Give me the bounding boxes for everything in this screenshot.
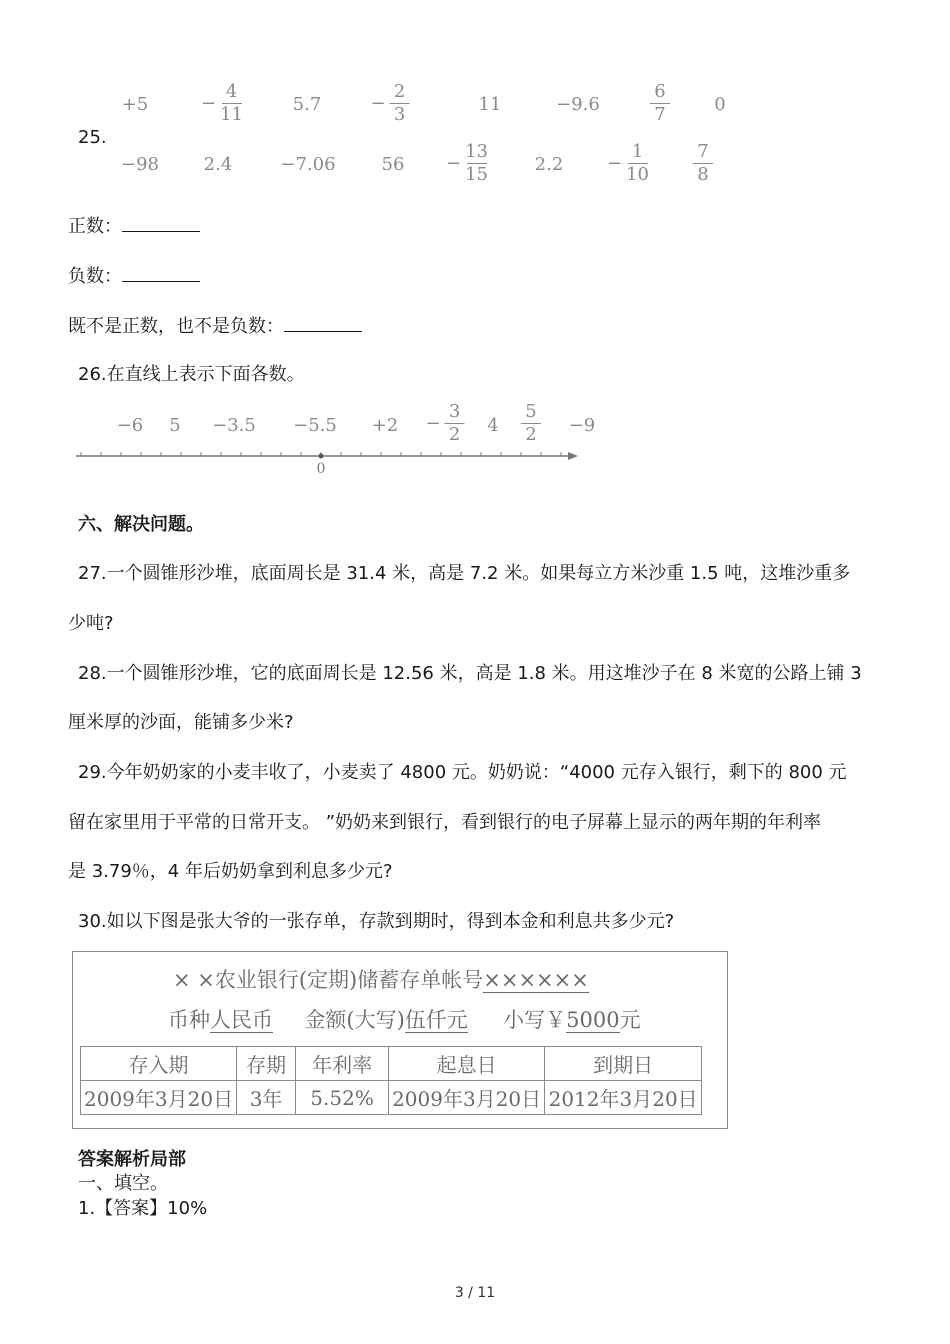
fraction-denominator: 8 xyxy=(697,164,709,185)
question-28-line1: 28.一个圆锥形沙堆，它的底面周长是 12.56 米，高是 1.8 米。用这堆沙子在 8 米宽的公路上铺 3 xyxy=(78,663,862,684)
question-29-line1: 29.今年奶奶家的小麦丰收了，小麦卖了 4800 元。奶奶说：“4000 元存入银行，剩下的 800 元 xyxy=(78,762,847,783)
q26-fraction xyxy=(521,402,541,445)
fraction-numerator: 4 xyxy=(225,81,238,102)
amount-lower-label: 小写￥ xyxy=(503,1008,567,1032)
deposit-amount-line xyxy=(168,1004,641,1034)
cell-rate: 5.52% xyxy=(296,1081,389,1115)
deposit-slip xyxy=(72,951,728,1129)
origin-dot xyxy=(319,454,324,459)
fraction-denominator: 2 xyxy=(525,424,537,445)
header-due-date: 到期日 xyxy=(545,1047,702,1081)
fraction-numerator: 5 xyxy=(525,401,537,422)
header-term: 存期 xyxy=(237,1047,296,1081)
q26-number: 4 xyxy=(487,415,499,436)
question-30-line1: 30.如以下图是张大爷的一张存单，存款到期时，得到本金和利息共多少元? xyxy=(78,911,675,932)
fraction-numerator: 7 xyxy=(697,141,709,162)
fraction-denominator: 10 xyxy=(626,164,649,185)
amount-lower-unit: 元 xyxy=(619,1008,641,1032)
neither-answer-line xyxy=(68,313,362,339)
cell-deposit-date: 2009年3月20日 xyxy=(81,1081,237,1115)
q25-numbers-row1 xyxy=(0,92,950,132)
deposit-table-row xyxy=(81,1081,702,1115)
answers-section-1: 一、填空。 xyxy=(78,1173,168,1194)
q25-fraction xyxy=(650,82,670,125)
section-6-title: 六、解决问题。 xyxy=(78,514,204,535)
fraction-numerator: 2 xyxy=(393,81,406,102)
q25-number: +5 xyxy=(121,94,149,115)
q25-number: −9.6 xyxy=(556,94,600,115)
positive-answer-line xyxy=(68,213,200,239)
q26-number: 5 xyxy=(169,415,181,436)
positive-answer-blank[interactable] xyxy=(122,213,200,232)
cell-start-date: 2009年3月20日 xyxy=(389,1081,545,1115)
neither-label: 既不是正数，也不是负数： xyxy=(68,316,284,337)
fraction-denominator: 2 xyxy=(448,424,461,445)
question-29-line3: 是 3.79％，4 年后奶奶拿到利息多少元? xyxy=(68,861,393,882)
header-start-date: 起息日 xyxy=(389,1047,545,1081)
q25-number: 0 xyxy=(714,94,726,115)
answers-title: 答案解析局部 xyxy=(78,1149,186,1170)
q26-numbers xyxy=(0,413,950,443)
q25-number: 2.4 xyxy=(203,154,233,175)
header-rate: 年利率 xyxy=(296,1047,389,1081)
fraction-denominator: 3 xyxy=(393,104,406,125)
deposit-title: × ×农业银行(定期)储蓄存单帐号 xyxy=(173,968,484,992)
amount-upper-label: 金额(大写) xyxy=(304,1008,405,1032)
question-25-number: 25. xyxy=(78,127,107,148)
neither-answer-blank[interactable] xyxy=(284,313,362,332)
fraction-sign: − xyxy=(446,153,462,174)
page-number: 3 / 11 xyxy=(454,1285,496,1301)
q26-number: −5.5 xyxy=(293,415,337,436)
fraction-numerator: 3 xyxy=(448,401,461,422)
fraction-sign: − xyxy=(425,413,441,434)
q26-number: −3.5 xyxy=(212,415,256,436)
q25-fraction xyxy=(201,82,243,125)
q26-fraction xyxy=(425,402,464,445)
deposit-table-header xyxy=(81,1047,702,1081)
fraction-sign: − xyxy=(607,153,623,174)
currency-value: 人民币 xyxy=(210,1008,273,1032)
question-27-line2: 少吨? xyxy=(68,613,114,634)
q25-number: 11 xyxy=(478,94,502,115)
fraction-denominator: 7 xyxy=(654,104,666,125)
positive-label: 正数： xyxy=(68,216,122,237)
deposit-table xyxy=(80,1046,702,1115)
q25-number: 5.7 xyxy=(292,94,322,115)
q26-number: −9 xyxy=(568,415,596,436)
origin-label: 0 xyxy=(316,461,326,476)
cell-due-date: 2012年3月20日 xyxy=(545,1081,702,1115)
q25-fraction xyxy=(607,142,649,185)
q25-number: 56 xyxy=(381,154,405,175)
q26-number: −6 xyxy=(116,415,144,436)
fraction-sign: − xyxy=(370,93,386,114)
q26-number: +2 xyxy=(371,415,399,436)
question-26-text: 26.在直线上表示下面各数。 xyxy=(78,364,305,385)
negative-label: 负数： xyxy=(68,266,122,287)
deposit-account: ×××××× xyxy=(483,968,589,992)
header-deposit-date: 存入期 xyxy=(81,1047,237,1081)
answer-1: 1.【答案】10% xyxy=(78,1198,208,1219)
fraction-denominator: 15 xyxy=(465,164,488,185)
question-28-line2: 厘米厚的沙面，能铺多少米? xyxy=(68,712,294,733)
fraction-numerator: 6 xyxy=(654,81,666,102)
q25-fraction xyxy=(693,142,713,185)
cell-term: 3年 xyxy=(237,1081,296,1115)
negative-answer-blank[interactable] xyxy=(122,263,200,282)
q25-number: −7.06 xyxy=(280,154,336,175)
fraction-denominator: 11 xyxy=(220,104,243,125)
q25-number: −98 xyxy=(121,154,159,175)
fraction-numerator: 13 xyxy=(465,141,488,162)
question-27-line1: 27.一个圆锥形沙堆，底面周长是 31.4 米，高是 7.2 米。如果每立方米沙重 1.5 吨，这堆沙重多 xyxy=(78,563,851,584)
fraction-numerator: 1 xyxy=(631,141,644,162)
q25-number: 2.2 xyxy=(534,154,564,175)
number-line-arrow xyxy=(568,452,578,460)
deposit-title-line xyxy=(173,964,589,994)
amount-upper-value: 伍仟元 xyxy=(404,1008,468,1032)
q25-fraction xyxy=(370,82,409,125)
fraction-sign: − xyxy=(201,93,217,114)
currency-label: 币种 xyxy=(168,1008,210,1032)
amount-lower-value: 5000 xyxy=(566,1008,620,1032)
q25-fraction xyxy=(446,142,488,185)
question-29-line2: 留在家里用于平常的日常开支。 ”奶奶来到银行，看到银行的电子屏幕上显示的两年期的年利率 xyxy=(68,812,822,833)
number-line xyxy=(70,446,590,476)
negative-answer-line xyxy=(68,263,200,289)
